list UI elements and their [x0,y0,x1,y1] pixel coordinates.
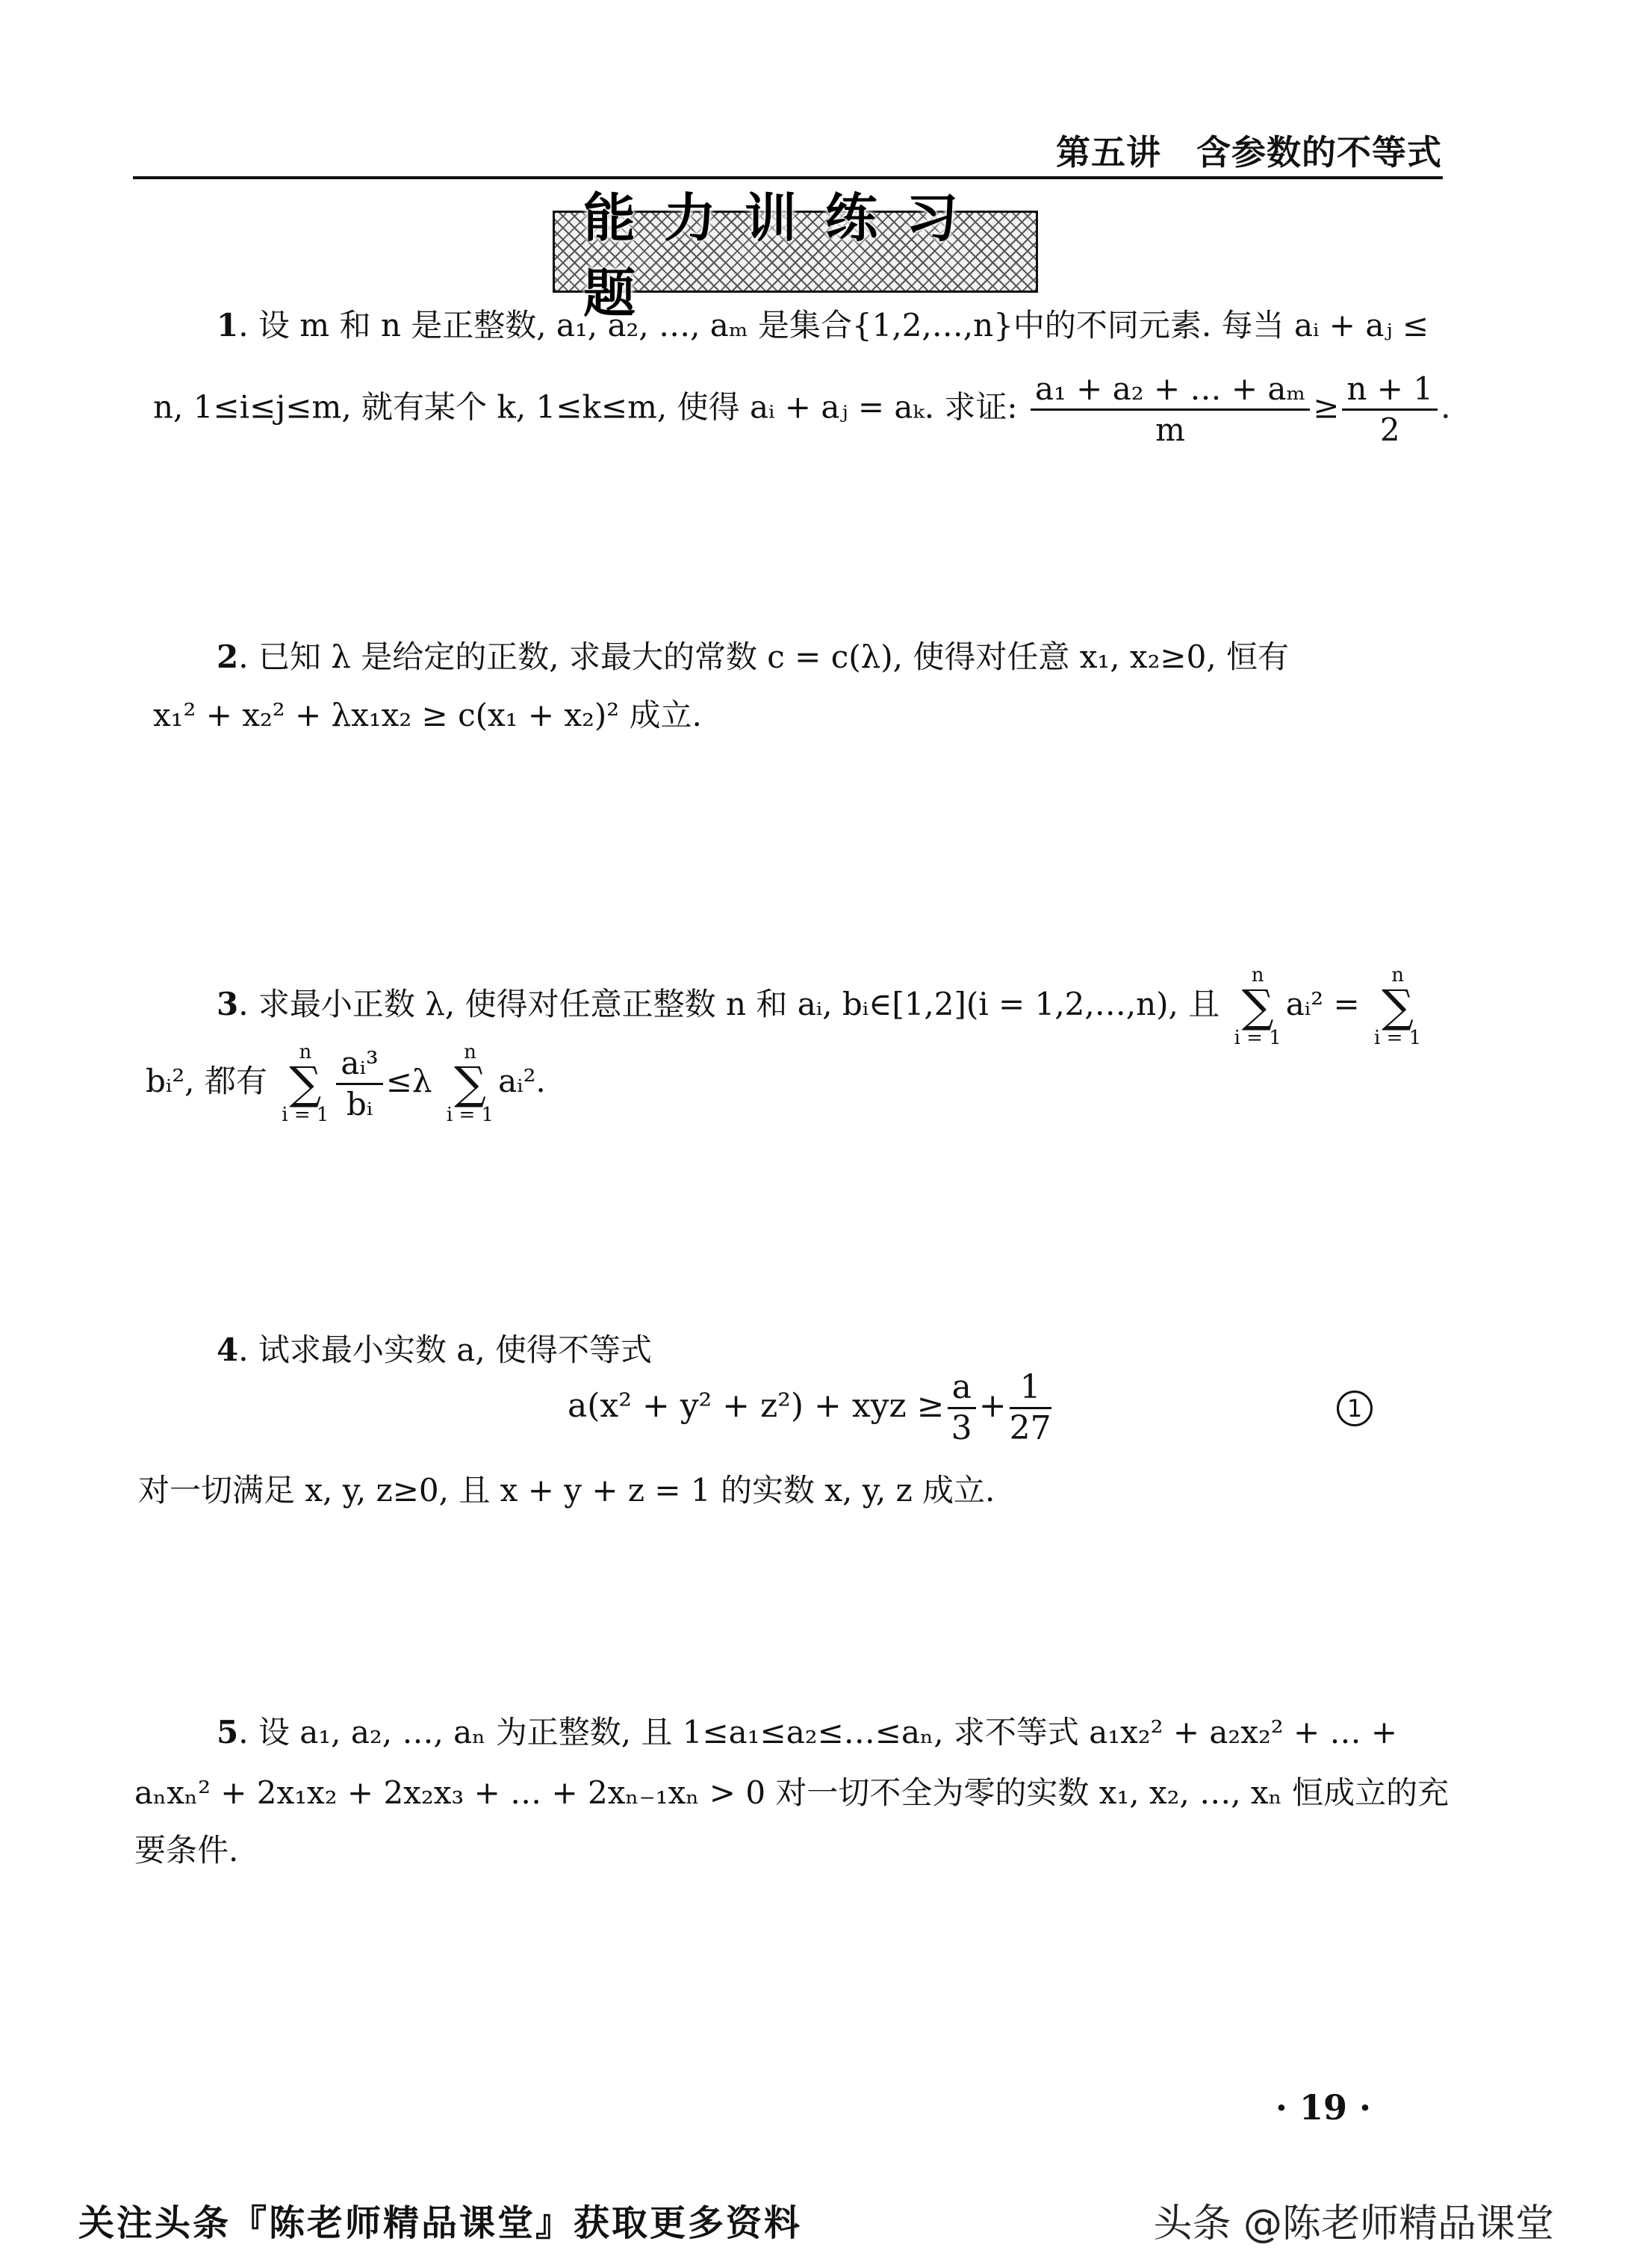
sum-upper-limit: n [1251,964,1264,987]
problem-5-line-2: aₙxₙ² + 2x₁x₂ + 2x₂x₃ + … + 2xₙ₋₁xₙ > 0 对一切不全为零的实数 x₁, x₂, …, xₙ 恒成立的充 [134,1774,1450,1811]
problem-number: 5 [217,1714,239,1750]
problem-text: n, 1≤i≤j≤m, 就有某个 k, 1≤k≤m, 使得 aᵢ + aⱼ = aₖ. 求证: [153,388,1018,426]
problem-text: . 设 a₁, a₂, …, aₙ 为正整数, 且 1≤a₁≤a₂≤…≤aₙ, 求不等式 a₁x₂² + a₂x₂² + … + [238,1714,1398,1750]
banner-title: 能力训练习题 [583,187,987,324]
relation-symbol: ≥ [1313,388,1340,426]
sigma-symbol: ∑ [1241,981,1274,1033]
problem-2-line-2: x₁² + x₂² + λx₁x₂ ≥ c(x₁ + x₂)² 成立. [153,697,702,733]
problem-text: . 设 m 和 n 是正整数, a₁, a₂, …, aₘ 是集合{1,2,…,n}中的不同元素. 每当 aᵢ + aⱼ ≤ [238,307,1429,344]
problem-text: . 求最小正数 λ, 使得对任意正整数 n 和 aᵢ, bᵢ∈[1,2](i = 1,2,…,n), 且 [238,986,1220,1022]
sum-lower-limit: i = 1 [446,1104,494,1126]
footer-watermark: 头条 @陈老师精品课堂 [1153,2202,1554,2246]
sigma-symbol: ∑ [1382,981,1414,1033]
fraction [1342,370,1438,450]
fraction-denominator: bᵢ [346,1085,373,1122]
problem-4-line-2: 对一切满足 x, y, z≥0, 且 x + y + z = 1 的实数 x, y, z 成立. [138,1472,995,1509]
equation-label: 1 [1337,1391,1373,1426]
problem-3-line-1 [217,965,1426,1048]
sum-upper-limit: n [299,1041,312,1063]
problem-text: . 已知 λ 是给定的正数, 求最大的常数 c = c(λ), 使得对任意 x₁, x₂≥0, 恒有 [238,639,1290,675]
fraction-denominator: 3 [951,1409,972,1447]
sigma-symbol: ∑ [454,1057,486,1110]
fraction-numerator: n + 1 [1342,370,1438,411]
problem-text: bᵢ², 都有 [146,1063,267,1099]
fraction-denominator: 27 [1009,1409,1051,1447]
fraction-denominator: 2 [1379,411,1400,448]
page-number: · 19 · [1275,2087,1371,2128]
problem-3-line-2 [146,1042,546,1125]
fraction-denominator: m [1155,411,1185,448]
sum-lower-limit: i = 1 [1234,1027,1281,1049]
problem-text: aᵢ². [498,1063,546,1099]
fraction [1031,370,1310,450]
problem-5-line-3: 要条件. [134,1832,239,1868]
fraction-numerator: a [948,1368,976,1409]
fraction-numerator: 1 [1010,1368,1051,1409]
footer-promo-text: 关注头条『陈老师精品课堂』获取更多资料 [78,2202,803,2244]
period: . [1441,388,1451,426]
problem-text: aᵢ² = [1285,986,1360,1022]
fraction [1010,1368,1051,1448]
fraction [948,1368,976,1448]
summation [282,1042,329,1125]
sum-upper-limit: n [1391,964,1404,987]
problem-number: 1 [217,307,239,344]
sigma-symbol: ∑ [289,1057,322,1110]
running-header: 第五讲 含参数的不等式 [1056,132,1442,173]
fraction [336,1044,382,1124]
problem-text: ≤λ [385,1063,432,1099]
summation [1234,965,1281,1048]
formula-text: a(x² + y² + z²) + xyz ≥ [568,1387,945,1425]
problem-1-line-2 [153,370,1450,450]
sum-lower-limit: i = 1 [282,1104,329,1126]
summation [447,1042,494,1125]
problem-number: 2 [217,639,239,675]
problem-number: 3 [217,986,239,1022]
sum-upper-limit: n [464,1041,476,1063]
problem-text: . 试求最小实数 a, 使得不等式 [238,1332,653,1368]
sum-lower-limit: i = 1 [1374,1027,1422,1049]
problem-1-line-1 [217,290,1429,361]
fraction-numerator: aᵢ³ [336,1044,382,1085]
summation [1374,965,1421,1048]
inequality-formula [568,1368,1054,1448]
exercise-banner [553,187,1038,324]
plus-sign: + [978,1387,1007,1425]
fraction-numerator: a₁ + a₂ + … + aₘ [1031,370,1310,411]
problem-number: 4 [217,1332,239,1368]
